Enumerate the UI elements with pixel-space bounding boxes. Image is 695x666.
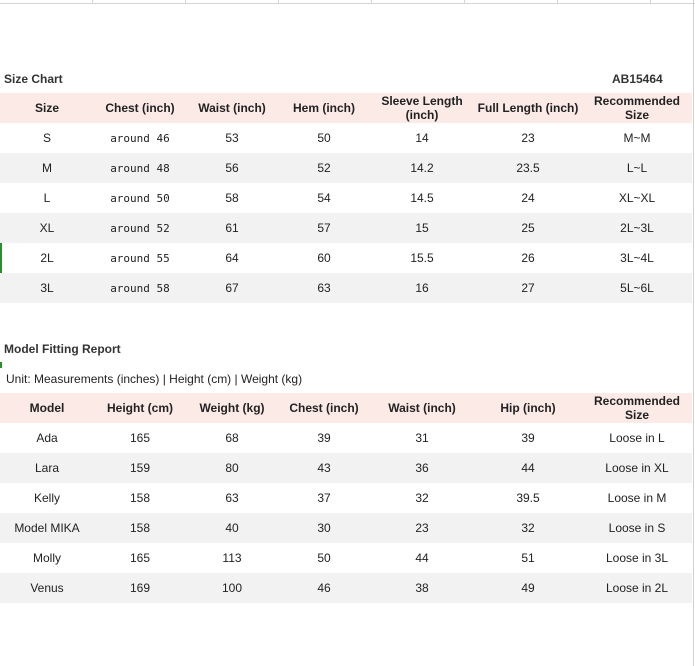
table-row xyxy=(0,243,692,273)
table-cell: 53 xyxy=(225,131,239,145)
table-row xyxy=(0,213,692,243)
table-cell: 43 xyxy=(317,461,331,475)
table-cell: 54 xyxy=(317,191,331,205)
table-cell: around 55 xyxy=(110,251,170,265)
table-cell: 2L~3L xyxy=(620,221,654,235)
table-cell: 2L xyxy=(40,251,54,265)
table-cell: Loose in M xyxy=(607,491,667,505)
table-cell: 58 xyxy=(225,191,239,205)
table-cell: 80 xyxy=(225,461,239,475)
table-cell: Loose in XL xyxy=(605,461,669,475)
table-cell: Lara xyxy=(34,461,60,475)
table-cell: 50 xyxy=(317,551,331,565)
table-cell: Ada xyxy=(36,431,58,445)
table-cell: Molly xyxy=(32,551,61,565)
table-cell: 57 xyxy=(317,221,331,235)
table-cell: 3L xyxy=(40,281,54,295)
header-cell: Size xyxy=(34,101,59,115)
table-cell: 49 xyxy=(521,581,535,595)
table-cell: 39.5 xyxy=(516,491,540,505)
table-row xyxy=(0,183,692,213)
table-cell: Model MIKA xyxy=(14,521,80,535)
table-cell: 46 xyxy=(317,581,331,595)
table-cell: 158 xyxy=(129,521,151,535)
table-cell: 52 xyxy=(317,161,331,175)
table-cell: Loose in S xyxy=(608,521,666,535)
table-cell: 23.5 xyxy=(516,161,540,175)
table-cell: 169 xyxy=(129,581,151,595)
table-cell: Venus xyxy=(30,581,64,595)
table-cell: Loose in 3L xyxy=(605,551,669,565)
table-cell: 14.2 xyxy=(410,161,434,175)
header-cell: Waist (inch) xyxy=(198,101,266,115)
table-cell: 30 xyxy=(317,521,331,535)
sheet-right-border xyxy=(693,0,694,666)
table-row xyxy=(0,543,692,573)
header-cell: Recommended Size xyxy=(593,394,681,422)
sheet-grid-top xyxy=(0,0,695,4)
header-cell: Hem (inch) xyxy=(292,101,355,115)
table-cell: M xyxy=(42,161,52,175)
table-cell: L xyxy=(43,191,51,205)
table-cell: 44 xyxy=(415,551,429,565)
table-cell: 39 xyxy=(317,431,331,445)
table-cell: around 50 xyxy=(110,191,170,205)
table-cell: 32 xyxy=(521,521,535,535)
table-cell: S xyxy=(42,131,51,145)
table-cell: 158 xyxy=(129,491,151,505)
table-cell: 61 xyxy=(225,221,239,235)
table-cell: 26 xyxy=(521,251,535,265)
table-cell: 44 xyxy=(521,461,535,475)
table-cell: 67 xyxy=(225,281,239,295)
size-chart-table xyxy=(0,93,692,303)
fitting-report-table xyxy=(0,393,692,603)
table-cell: Loose in 2L xyxy=(605,581,669,595)
table-cell: 23 xyxy=(521,131,535,145)
header-cell: Chest (inch) xyxy=(105,101,175,115)
size-chart-title: Size Chart xyxy=(4,72,63,86)
table-cell: around 48 xyxy=(110,161,170,175)
table-cell: L~L xyxy=(626,161,648,175)
table-cell: 25 xyxy=(521,221,535,235)
table-cell: 40 xyxy=(225,521,239,535)
table-cell: 60 xyxy=(317,251,331,265)
table-cell: 63 xyxy=(317,281,331,295)
table-row xyxy=(0,573,692,603)
fitting-report-header xyxy=(0,393,692,423)
header-cell: Height (cm) xyxy=(107,401,173,415)
table-cell: 38 xyxy=(415,581,429,595)
table-cell: 39 xyxy=(521,431,535,445)
header-cell: Waist (inch) xyxy=(388,401,456,415)
table-cell: 51 xyxy=(521,551,535,565)
unit-note: Unit: Measurements (inches) | Height (cm) | Weight (kg) xyxy=(6,372,303,386)
table-cell: 14.5 xyxy=(410,191,434,205)
table-cell: 165 xyxy=(129,551,151,565)
table-cell: 3L~4L xyxy=(620,251,654,265)
table-row xyxy=(0,423,692,453)
table-cell: 100 xyxy=(221,581,243,595)
table-row xyxy=(0,123,692,153)
table-row xyxy=(0,273,692,303)
table-cell: around 52 xyxy=(110,221,170,235)
table-cell: 63 xyxy=(225,491,239,505)
table-cell: Kelly xyxy=(33,491,60,505)
table-cell: 68 xyxy=(225,431,239,445)
size-chart-header xyxy=(0,93,692,123)
table-cell: 56 xyxy=(225,161,239,175)
table-row xyxy=(0,513,692,543)
table-cell: 5L~6L xyxy=(620,281,654,295)
table-cell: 23 xyxy=(415,521,429,535)
table-cell: 15.5 xyxy=(410,251,434,265)
table-cell: 31 xyxy=(415,431,429,445)
table-cell: 24 xyxy=(521,191,535,205)
table-cell: 113 xyxy=(222,551,242,565)
table-row xyxy=(0,483,692,513)
table-cell: around 58 xyxy=(110,281,170,295)
table-cell: XL xyxy=(39,221,55,235)
cell-marker xyxy=(0,362,2,368)
table-cell: 165 xyxy=(129,431,151,445)
table-cell: M~M xyxy=(623,131,651,145)
header-cell: Model xyxy=(29,401,65,415)
header-cell: Sleeve Length (inch) xyxy=(381,94,463,122)
table-cell: 50 xyxy=(317,131,331,145)
table-cell: 36 xyxy=(415,461,429,475)
table-cell: XL~XL xyxy=(618,191,656,205)
table-cell: 14 xyxy=(415,131,429,145)
table-cell: 16 xyxy=(415,281,429,295)
header-cell: Weight (kg) xyxy=(199,401,265,415)
header-cell: Chest (inch) xyxy=(289,401,359,415)
product-code: AB15464 xyxy=(612,72,663,86)
table-cell: 27 xyxy=(521,281,535,295)
table-cell: 15 xyxy=(415,221,429,235)
fitting-report-title: Model Fitting Report xyxy=(4,342,121,356)
table-row xyxy=(0,153,692,183)
table-cell: around 46 xyxy=(110,131,170,145)
header-cell: Hip (inch) xyxy=(500,401,556,415)
header-cell: Full Length (inch) xyxy=(477,101,579,115)
table-row xyxy=(0,453,692,483)
table-cell: 32 xyxy=(415,491,429,505)
table-cell: 64 xyxy=(225,251,239,265)
header-cell: Recommended Size xyxy=(593,94,681,122)
table-cell: 37 xyxy=(317,491,331,505)
table-cell: 159 xyxy=(129,461,151,475)
table-cell: Loose in L xyxy=(609,431,665,445)
